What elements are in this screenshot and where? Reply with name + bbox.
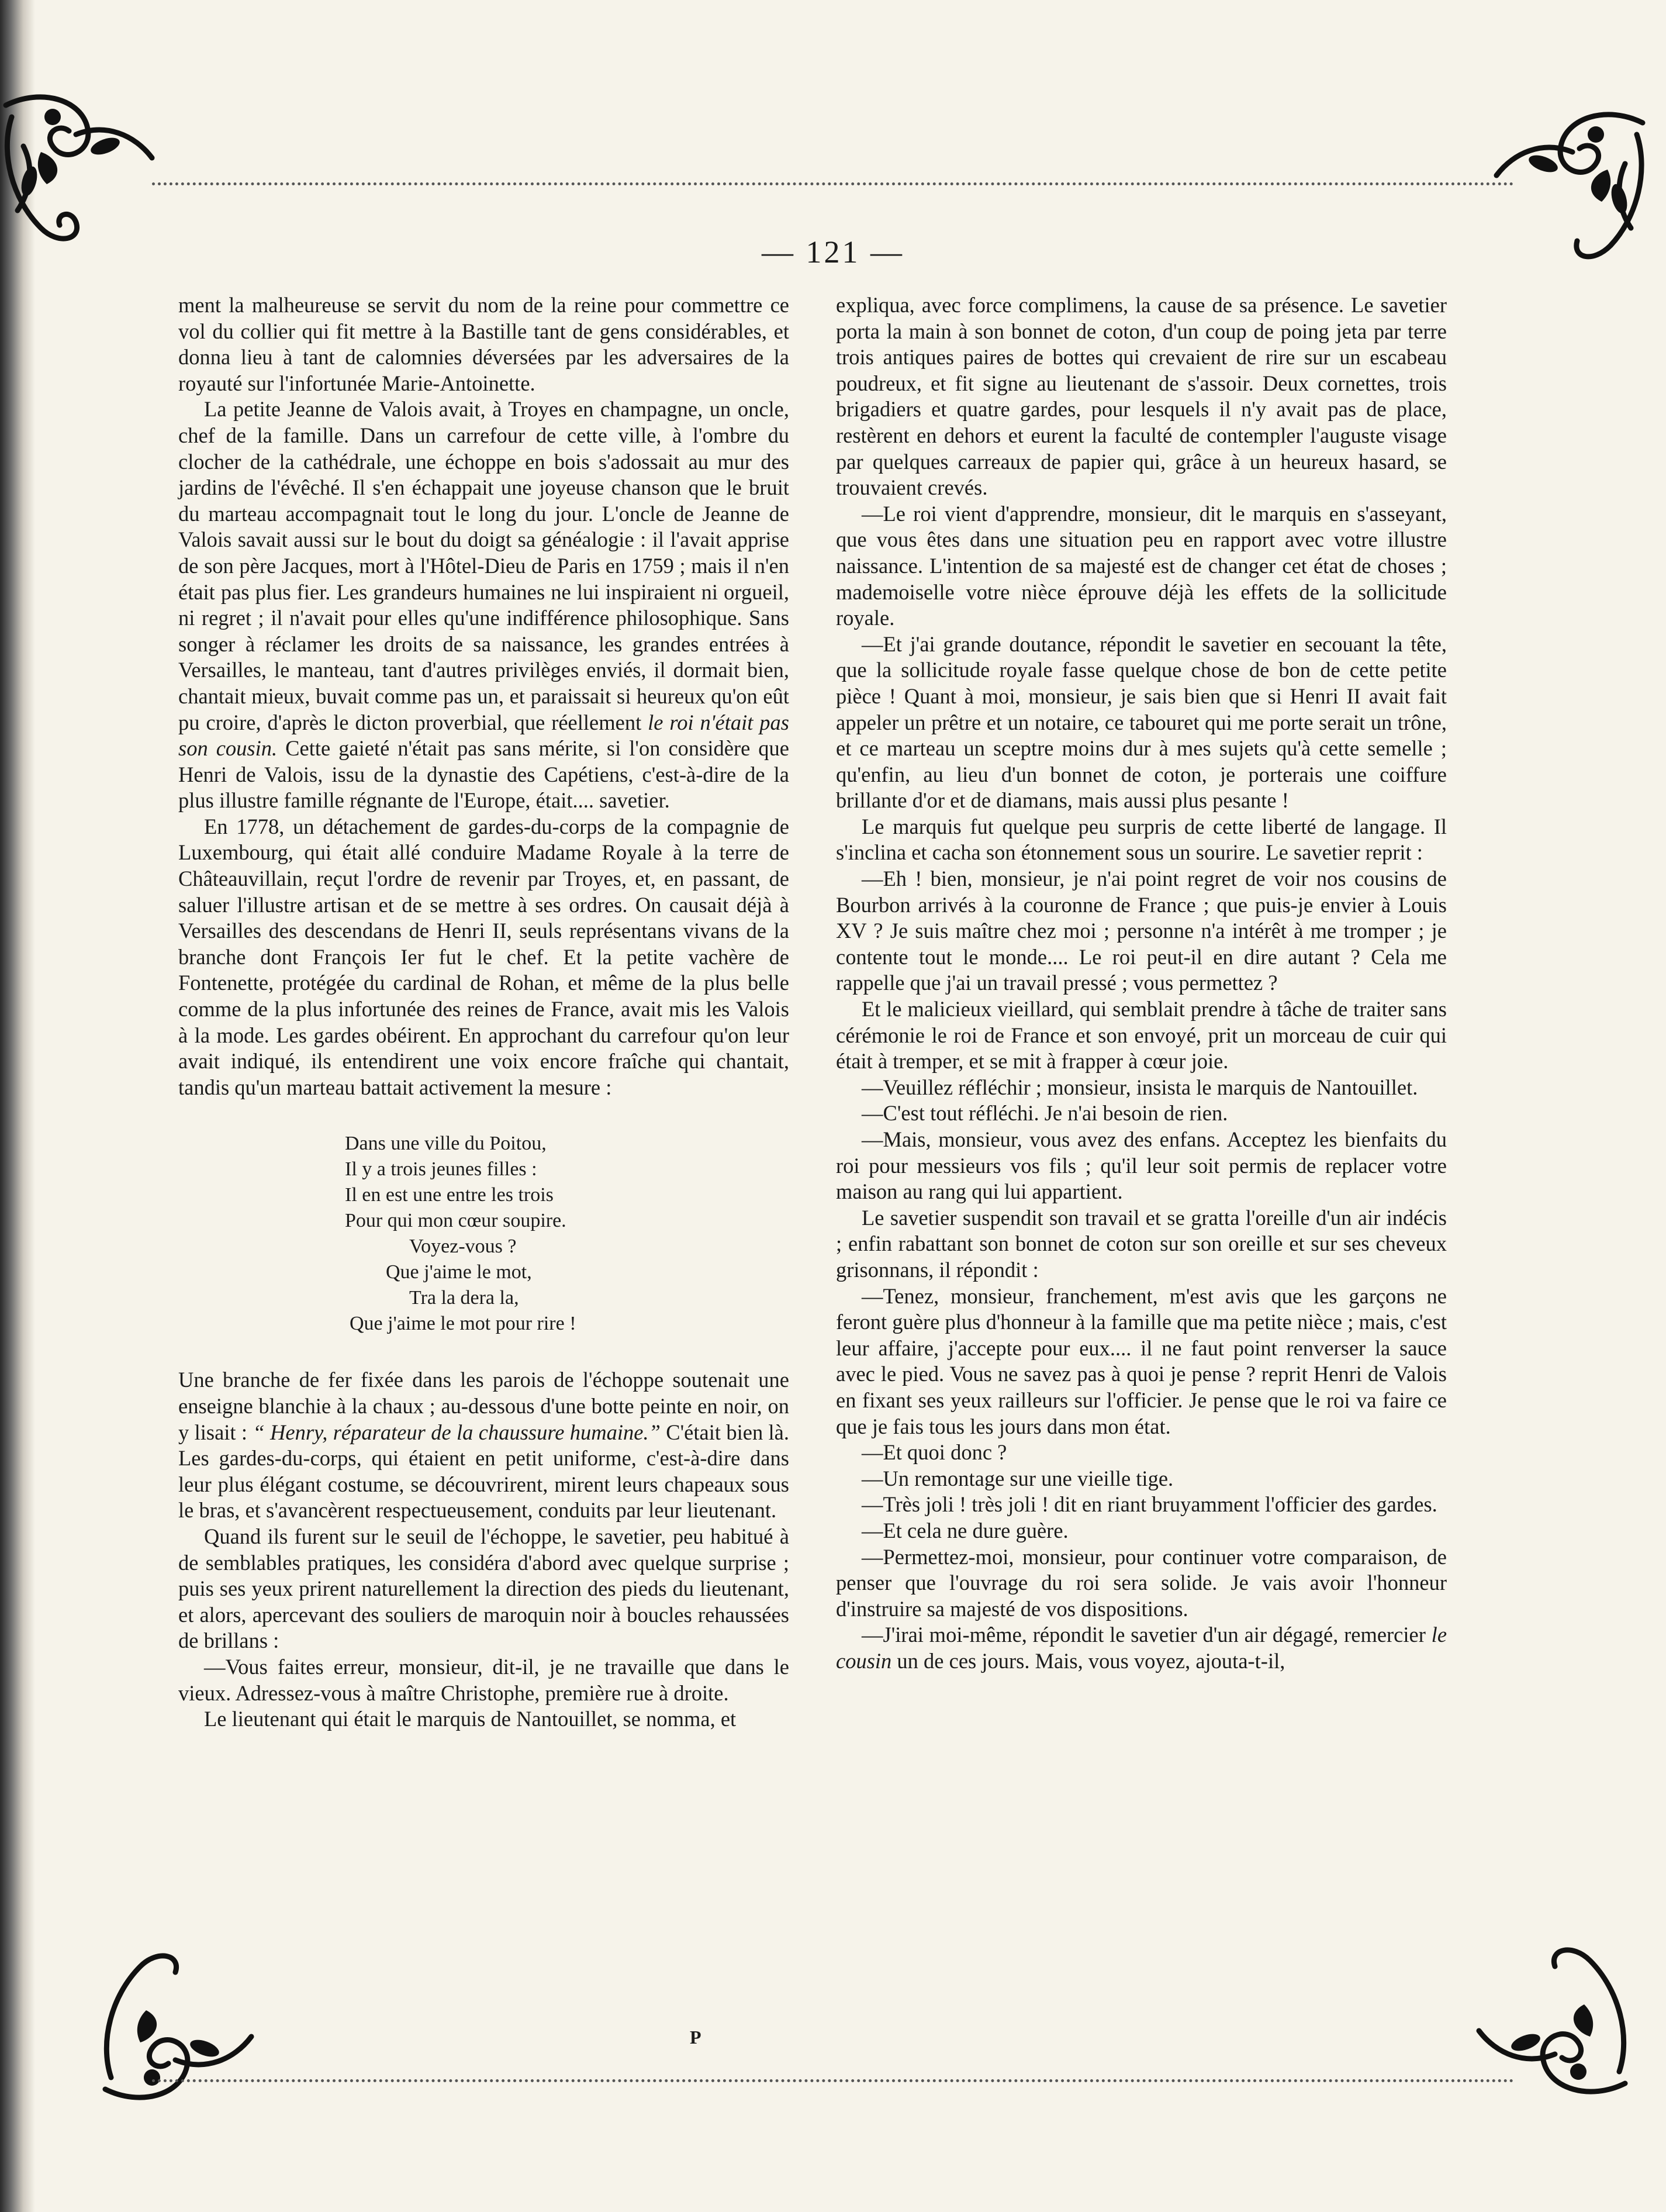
paragraph: —J'irai moi-même, répondit le savetier d'un air dégagé, remercier le cousin un de ces jours. Mais, vous voyez, ajouta-t-il, — [836, 1623, 1447, 1673]
paragraph: —Très joli ! très joli ! dit en riant bruyamment l'officier des gardes. — [862, 1492, 1437, 1517]
paragraph: —Vous faites erreur, monsieur, dit-il, je ne travaille que dans le vieux. Adressez-vous à maître Christophe, première rue à droite. — [178, 1654, 789, 1705]
paragraph: Quand ils furent sur le seuil de l'échoppe, le savetier, peu habitué à de semblables pratiques, les considéra d'abord avec quelque surprise ; puis ses yeux prirent naturellement la direction des pieds du lieutenant, et alors, apercevant des souliers de maroquin noir à boucles rehaussées de brillans : — [178, 1524, 789, 1653]
paragraph: Et le malicieux vieillard, qui semblait prendre à tâche de traiter sans cérémonie le roi de France et son envoyé, prit un morceau de cuir qui était à tremper, et se mit à frapper à cœur joie. — [836, 997, 1447, 1074]
paragraph: En 1778, un détachement de gardes-du-corps de la compagnie de Luxembourg, qui était allé conduire Madame Royale à la terre de Châteauvillain, reçut l'ordre de revenir par Troyes, et, en passant, de saluer l'illustre artisan et de se mettre à ses ordres. On causait déjà à Versailles des descendans de Henri II, seuls représentans vivans de la branche dont François Ier fut le chef. Et la petite vachère de Fontenette, protégée du cardinal de Rohan, et même de la plus belle comme de la plus infortunée des reines de France, avait mis les Valois à la mode. Les gardes obéirent. En approchant du carrefour qu'on leur avait indiqué, ils entendirent une voix encore fraîche qui chantait, tandis qu'un marteau battait activement la mesure : — [178, 814, 789, 1099]
bottom-dotted-rule — [152, 2079, 1514, 2082]
paragraph: Une branche de fer fixée dans les parois de l'échoppe soutenait une enseigne blanchie à la chaux ; au-dessous d'une botte peinte en noir, on y lisait : “ Henry, réparateur de la chaussure humaine.” C'était bien là. Les gardes-du-corps, qui étaient en petit uniforme, c'est-à-dire dans leur plus élégant costume, se découvrirent, mirent leurs chapeaux sous le bras, et s'avancèrent respectueusement, conduits par leur lieutenant. — [178, 1368, 790, 1523]
paragraph: La petite Jeanne de Valois avait, à Troyes en champagne, un oncle, chef de la famille. Dans un carrefour de cette ville, à l'ombre du clocher de la cathédrale, une échoppe en bois s'adossait au mur des jardins de l'évêché. Il s'en échappait une joyeuse chanson que le bruit du marteau accompagnait tout le long du jour. L'oncle de Jeanne de Valois savait aussi sur le bout du doigt sa généalogie : il l'avait apprise de son père Jacques, mort à l'Hôtel-Dieu de Paris en 1759 ; mais il n'en était pas plus fier. Les grandeurs humaines ne lui inspiraient ni orgueil, ni regret ; il n'avait pour elles qu'une indifférence philosophique. Sans songer à réclamer les droits de sa naissance, les grandes entrées à Versailles, le manteau, tant d'autres privilèges enviés, il dormait bien, chantait mieux, buvait comme pas un, et paraissait si heureux qu'on eût pu croire, d'après le dicton proverbial, que réellement le roi n'était pas son cousin. Cette gaieté n'était pas sans mérite, si l'on considère que Henri de Valois, issu de la dynastie des Capétiens, c'est-à-dire de la plus illustre famille régnante de l'Europe, était.... savetier. — [178, 397, 790, 813]
paragraph: —Mais, monsieur, vous avez des enfans. Acceptez les bienfaits du roi pour messieurs vos fils ; qu'il leur soit permis de replacer votre maison au rang qui lui appartient. — [836, 1127, 1447, 1204]
scroll-ornament-icon — [88, 1937, 263, 2113]
paragraph: expliqua, avec force complimens, la cause de sa présence. Le savetier porta la main à son bonnet de coton, d'un coup de poing jeta par terre trois antiques paires de bottes qui crevaient de rire sur un escabeau poudreux, et fit signe au lieutenant de s'assoir. Deux cornettes, trois brigadiers et quatre gardes, pour lesquels il n'y avait pas de place, restèrent en dehors et eurent la faculté de contempler l'auguste visage par quelques carreaux de papier qui, grâce à un heureux hasard, se trouvaient crevés. — [836, 293, 1447, 500]
paragraph: —Le roi vient d'apprendre, monsieur, dit le marquis en s'asseyant, que vous êtes dans une situation peu en rapport avec votre illustre naissance. L'intention de sa majesté est de changer cet état de choses ; mademoiselle votre nièce éprouve déjà les effets de la sollicitude royale. — [836, 501, 1447, 630]
verse-line: Que j'aime le mot, — [386, 1261, 532, 1283]
paragraph: Le marquis fut quelque peu surpris de cette liberté de langage. Il s'inclina et cacha son étonnement sous un sourire. Le savetier reprit : — [836, 814, 1447, 865]
corner-ornament-top-left — [0, 82, 164, 257]
verse-line: Il en est une entre les trois — [345, 1184, 554, 1206]
top-dotted-rule — [152, 182, 1514, 185]
paragraph: —Et quoi donc ? — [862, 1440, 1007, 1465]
verse-line: Il y a trois jeunes filles : — [345, 1158, 537, 1181]
paragraph: —Eh ! bien, monsieur, je n'ai point regret de voir nos cousins de Bourbon arrivés à la couronne de France ; que puis-je envier à Louis XV ? Je suis maître chez moi ; personne n'a intérêt à me tromper ; je contente tout le monde.... Le roi peut-il en dire autant ? Cela me rappelle que j'ai un travail pressé ; vous permettez ? — [836, 867, 1447, 995]
signature-mark: P — [690, 2027, 701, 2048]
corner-ornament-bottom-left — [88, 1937, 263, 2113]
verse-line: Dans une ville du Poitou, — [345, 1133, 547, 1155]
paragraph: ment la malheureuse se servit du nom de la reine pour commettre ce vol du collier qui fit mettre à la Bastille tant de gens considérables, et donna lieu à tant de calomnies déversées par les adversaires de la royauté sur l'infortunée Marie-Antoinette. — [178, 293, 789, 395]
page-number: — 121 — — [762, 234, 904, 270]
italic-phrase: le cousin — [836, 1623, 1447, 1673]
verse-line: Que j'aime le mot pour rire ! — [350, 1313, 576, 1335]
italic-phrase: “ Henry, réparateur de la chaussure humaine.” — [253, 1420, 661, 1444]
italic-phrase: le roi n'était pas son cousin. — [178, 710, 789, 761]
paragraph: —Et cela ne dure guère. — [862, 1518, 1069, 1542]
paragraph: —Tenez, monsieur, franchement, m'est avis que les garçons ne feront guère plus d'honneur à la famille que ma petite nièce ; mais, c'est leur affaire, j'accepte pour eux.... il ne faut point renverser la sauce avec le pied. Vous ne savez pas à quoi je pense ? reprit Henri de Valois en fixant ses yeux railleurs sur l'officier. Je pense que le roi va faire ce que je fais tous les jours dans mon état. — [836, 1283, 1447, 1438]
left-text-column — [178, 292, 789, 1733]
verse-line: Pour qui mon cœur soupire. — [345, 1210, 566, 1232]
song-verse — [345, 1131, 789, 1337]
paragraph: —C'est tout réfléchi. Je n'ai besoin de rien. — [862, 1101, 1228, 1126]
paragraph: Le lieutenant qui était le marquis de Nantouillet, se nomma, et — [204, 1707, 737, 1731]
paragraph: —Permettez-moi, monsieur, pour continuer votre comparaison, de penser que l'ouvrage du roi sera solide. Je vais avoir l'honneur d'instruire sa majesté de vos dispositions. — [836, 1544, 1447, 1621]
verse-line: Voyez-vous ? — [409, 1236, 517, 1258]
paragraph: —Veuillez réfléchir ; monsieur, insista le marquis de Nantouillet. — [862, 1075, 1418, 1099]
scan-binding-shadow — [0, 0, 35, 2212]
paragraph: Le savetier suspendit son travail et se gratta l'oreille d'un air indécis ; enfin rabattant son bonnet de coton sur son oreille et sur ses cheveux grisonnans, il répondit : — [836, 1205, 1447, 1282]
verse-line: Tra la dera la, — [409, 1287, 519, 1309]
right-text-column — [836, 292, 1447, 1674]
scroll-ornament-icon — [0, 82, 164, 257]
paragraph: —Un remontage sur une vieille tige. — [862, 1466, 1174, 1490]
paragraph: —Et j'ai grande doutance, répondit le savetier en secouant la tête, que la sollicitude royale fasse quelque chose de bon de cette petite pièce ! Quant à moi, monsieur, je sais bien que si Henri II avait fait appeler un prêtre et un notaire, ce tabouret qui me porte serait un trône, et ce marteau un sceptre moins dur à mes sujets qu'à cette semelle ; qu'enfin, au lieu d'un bonnet de coton, je porterais une coiffure brillante d'or et de diamans, mais aussi plus pesante ! — [836, 631, 1447, 813]
